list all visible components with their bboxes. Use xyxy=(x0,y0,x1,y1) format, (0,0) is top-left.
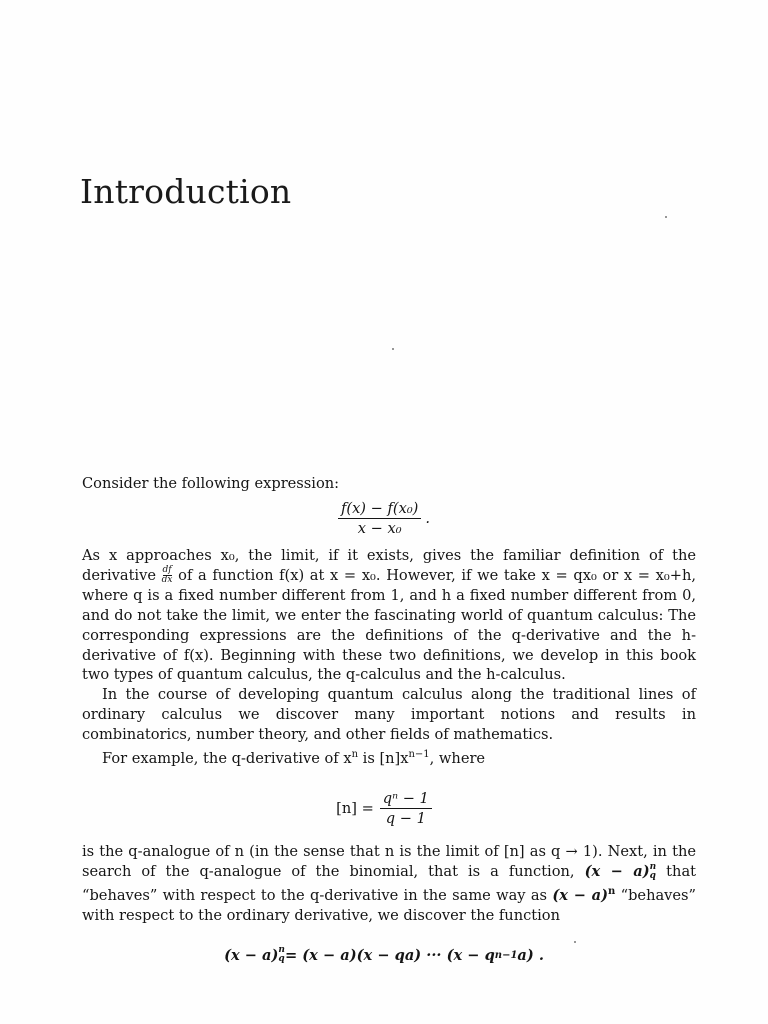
display-equation-2 xyxy=(0,790,768,827)
difference-quotient-denominator: x − x₀ xyxy=(357,520,402,537)
bracket-n-fraction xyxy=(380,790,432,827)
binomial-exponent: n xyxy=(608,885,616,897)
paragraph-4-part-e: “behaves” with respect to the ordinary derivative, we discover the function xyxy=(82,886,697,924)
paragraph-3-part-b: is [n]x xyxy=(358,749,409,767)
paragraph-4-part-c: that “behaves” with respect to the q-derivative in the same way as xyxy=(82,862,697,904)
q-binomial-lhs: (x − a) xyxy=(224,946,279,964)
q-binomial-lhs-superscript: n xyxy=(278,945,285,955)
derivative-fraction-denominator: dx xyxy=(161,575,173,586)
paragraph-1-part-1: As x approaches x₀, the limit, if it exists, gives the familiar definition of the derivative xyxy=(82,547,696,584)
paragraph-4-part-a: is the q-analogue of n (in the sense that n is the limit of [n] as q → 1). Next, in the search of the q-analogue of the binomial, that is a function, xyxy=(82,843,696,880)
paragraph-1 xyxy=(82,546,696,769)
paragraph-4 xyxy=(82,842,696,925)
intro-line xyxy=(82,474,696,494)
q-binomial-rhs-end: a) . xyxy=(517,946,544,964)
q-binomial-subscript: q xyxy=(649,870,656,881)
paragraph-3 xyxy=(82,745,696,769)
intro-text: Consider the following expression: xyxy=(82,475,340,492)
paragraph-4-text xyxy=(82,842,696,925)
exponent-n-minus-1: n−1 xyxy=(408,749,430,761)
scan-speck xyxy=(665,216,667,218)
binomial-inline: (x − a) xyxy=(552,886,609,904)
bracket-n-lhs: [n] = xyxy=(336,800,374,817)
paragraph-1-text xyxy=(82,546,696,685)
difference-quotient xyxy=(338,500,421,537)
scan-speck xyxy=(574,941,576,943)
q-binomial-rhs: = (x − a)(x − qa) ··· (x − q xyxy=(284,946,495,964)
derivative-fraction-numerator: df xyxy=(162,565,172,576)
bracket-n-numerator: qⁿ − 1 xyxy=(380,790,432,809)
exponent-n: n xyxy=(351,749,359,761)
display-equation-1 xyxy=(0,500,768,537)
equation-1-period: . xyxy=(425,510,431,527)
scan-speck xyxy=(392,348,394,350)
q-binomial-superscript: n xyxy=(649,861,657,872)
bracket-n-denominator: q − 1 xyxy=(385,810,426,827)
paragraph-2: In the course of developing quantum calculus along the traditional lines of ordinary calculus we discover many important notions and results in combinatorics, number theory, and other fields of mathematics. xyxy=(82,686,696,744)
paragraph-3-part-c: , where xyxy=(429,749,486,767)
display-equation-3 xyxy=(0,946,768,964)
q-binomial-rhs-exponent: n−1 xyxy=(494,949,518,961)
derivative-fraction xyxy=(162,566,173,585)
q-binomial-lhs-subscript: q xyxy=(278,954,285,964)
difference-quotient-numerator: f(x) − f(x₀) xyxy=(338,500,421,519)
paragraph-1-part-2: of a function f(x) at x = x₀. However, if we take x = qx₀ or x = x₀+h, where q is a fixed number different from 1, and h a fixed number different from 0, and do not take the limit, we enter the fascinating world of quantum calculus: The corresponding expressions are the definitions of the q-derivative and the h-derivative of f(x). Beginning with these two definitions, we develop in this book two types of quantum calculus, the q-calculus and the h-calculus. xyxy=(82,566,697,684)
chapter-title: Introduction xyxy=(80,172,292,211)
q-binomial-inline: (x − a) xyxy=(584,862,650,880)
paragraph-3-part-a: For example, the q-derivative of x xyxy=(102,749,352,767)
